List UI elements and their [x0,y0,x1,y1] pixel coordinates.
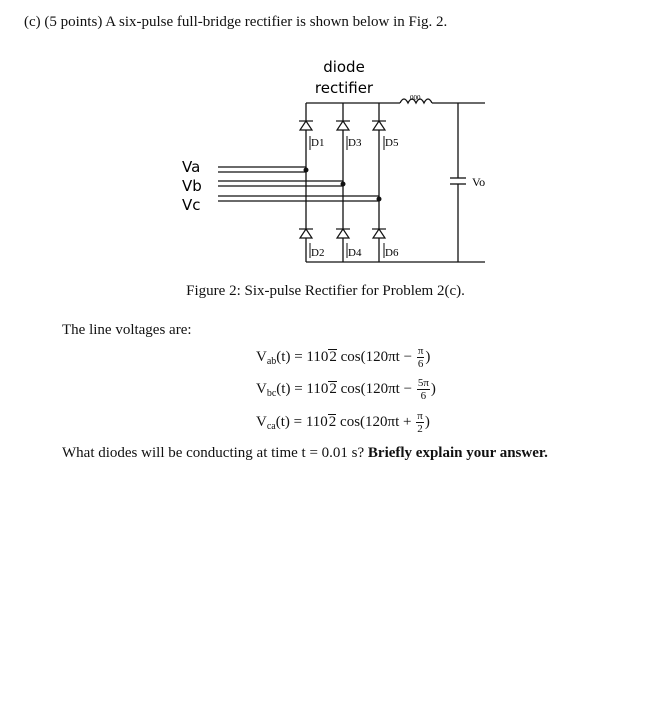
output-vo: Vo [472,175,486,189]
label-d4: D4 [348,247,362,259]
top-diodes [299,121,386,130]
input-vc: Vc [182,196,201,214]
rectifier-circuit-diagram [0,0,651,280]
input-va: Va [182,158,201,176]
input-vb: Vb [182,177,202,195]
question-emphasis: Briefly explain your answer. [367,445,548,461]
problem-statement: (c) (5 points) A six-pulse full-bridge rectifier is shown below in Fig. 2. [24,14,448,30]
label-d5: D5 [385,137,399,149]
figure-caption: Figure 2: Six-pulse Rectifier for Problem 2(c). [186,283,465,299]
label-d6: D6 [385,247,399,259]
equation-vca: $V_{ca}(t) = 1102$ cos(120πt + $\frac{\pi}{2}$ ) [256,410,430,435]
inductor-label: 000 [410,94,421,102]
diode-d5-icon [372,121,386,130]
diode-d1-icon [299,121,313,130]
bottom-diodes [299,229,386,238]
diode-d6-icon [372,229,386,238]
question-text [62,445,548,462]
question-body: What diodes will be conducting at time t = 0.01 s? [62,445,368,461]
diode-d4-icon [336,229,350,238]
label-d2: D2 [311,247,325,259]
diagram-title-line1: diode [323,58,365,76]
diode-d3-icon [336,121,350,130]
diagram-title-line2: rectifier [314,79,374,97]
label-d3: D3 [348,137,362,149]
label-d1: D1 [311,137,325,149]
equation-vab: $V_{ab}(t) = 1102$ cos(120πt − $\frac{\pi}{6}$ ) [256,345,431,370]
intro-text: The line voltages are: [62,322,192,338]
diode-d2-icon [299,229,313,238]
equation-vbc: $V_{bc}(t) = 1102$ cos(120πt − $\frac{5\pi}{6}$ ) [256,377,436,402]
